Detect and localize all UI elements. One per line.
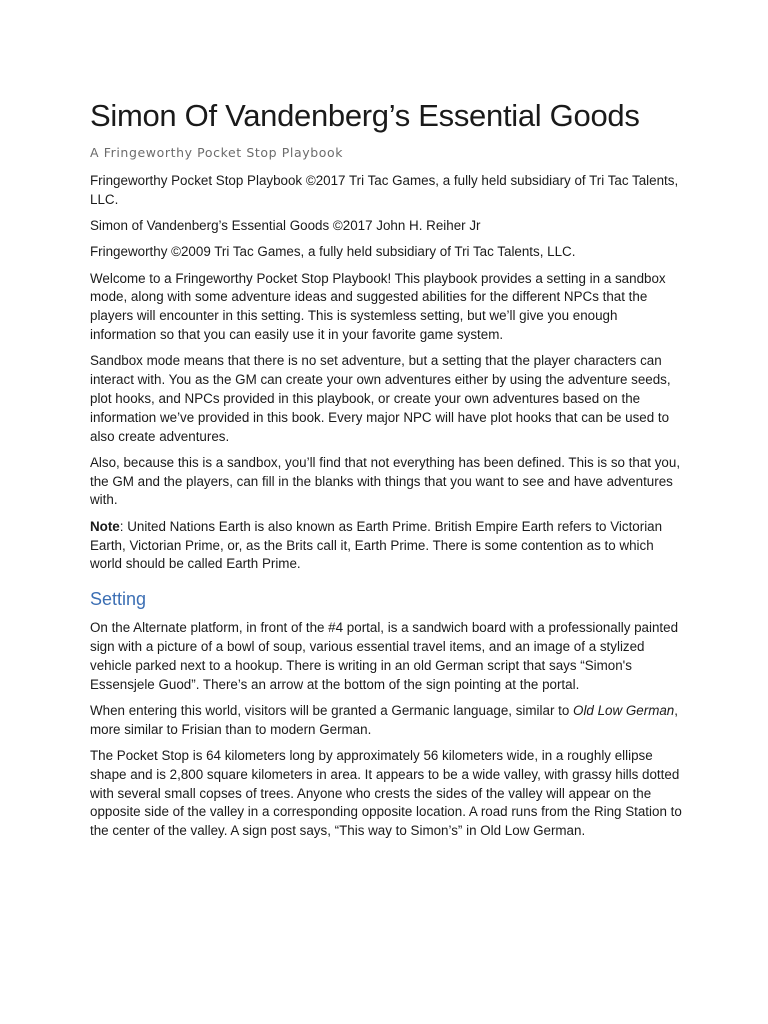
- intro-welcome-paragraph: Welcome to a Fringeworthy Pocket Stop Playbook! This playbook provides a setting in a sandbox mode, along with some adventure ideas and suggested abilities for the different NPCs that the players will encounter in this setting. This is systemless setting, but we’ll give you enough information so that you can easily use it in your favorite game system.: [90, 270, 666, 343]
- intro-sandbox-paragraph: Sandbox mode means that there is no set adventure, but a setting that the player characters can interact with. You as the GM can create your own adventures either by using the adventure seeds, plot hooks, and NPCs provided in this playbook, or create your own adventures based on the information we’ve provided in this book. Every major NPC will have plot hooks that can be used to also create adventures.: [90, 353, 671, 444]
- copyright-line-2: Simon of Vandenberg’s Essential Goods ©2017 John H. Reiher Jr: [90, 218, 481, 234]
- setting-heading: Setting: [90, 589, 147, 610]
- copyright-line-3: Fringeworthy ©2009 Tri Tac Games, a fully held subsidiary of Tri Tac Talents, LLC.: [90, 244, 576, 260]
- setting-portal-paragraph: On the Alternate platform, in front of the #4 portal, is a sandwich board with a professionally painted sign with a picture of a bowl of soup, various essential travel items, and an image of a stylized vehicle parked next to a hookup. There is writing in an old German script that says “Simon's Essensjele Guod”. There’s an arrow at the bottom of the sign pointing at the portal.: [90, 620, 679, 692]
- setting-language-paragraph: [90, 702, 685, 740]
- document-title: Simon Of Vandenberg’s Essential Goods: [90, 98, 640, 133]
- note-text: : United Nations Earth is also known as Earth Prime. British Empire Earth refers to Victorian Earth, Victorian Prime, or, as the Brits call it, Earth Prime. There is some contention as to which world should be called Earth Prime.: [90, 518, 663, 572]
- note-label: Note: [90, 518, 120, 534]
- note-paragraph: [90, 518, 685, 574]
- intro-also-paragraph: Also, because this is a sandbox, you’ll find that not everything has been defined. This is so that you, the GM and the players, can fill in the blanks with things that you want to see and have adventures with.: [90, 454, 681, 508]
- language-text-post: , more similar to Frisian than to modern German.: [90, 702, 678, 737]
- document-page: [90, 96, 685, 848]
- setting-pocket-stop-paragraph: The Pocket Stop is 64 kilometers long by approximately 56 kilometers wide, in a roughly ellipse shape and is 2,800 square kilometers in area. It appears to be a wide valley, with grassy hills dotted with several small copses of trees. Anyone who crests the sides of the valley will appear on the opposite side of the valley in a corresponding opposite location. A road runs from the Ring Station to the center of the valley. A sign post says, “This way to Simon’s” in Old Low German.: [90, 747, 682, 839]
- copyright-line-1: Fringeworthy Pocket Stop Playbook ©2017 Tri Tac Games, a fully held subsidiary of Tri Tac Talents, LLC.: [90, 173, 679, 207]
- document-subtitle: A Fringeworthy Pocket Stop Playbook: [90, 145, 344, 160]
- language-text-pre: When entering this world, visitors will be granted a Germanic language, similar to: [90, 702, 574, 718]
- language-name-italic: Old Low German: [573, 702, 675, 718]
